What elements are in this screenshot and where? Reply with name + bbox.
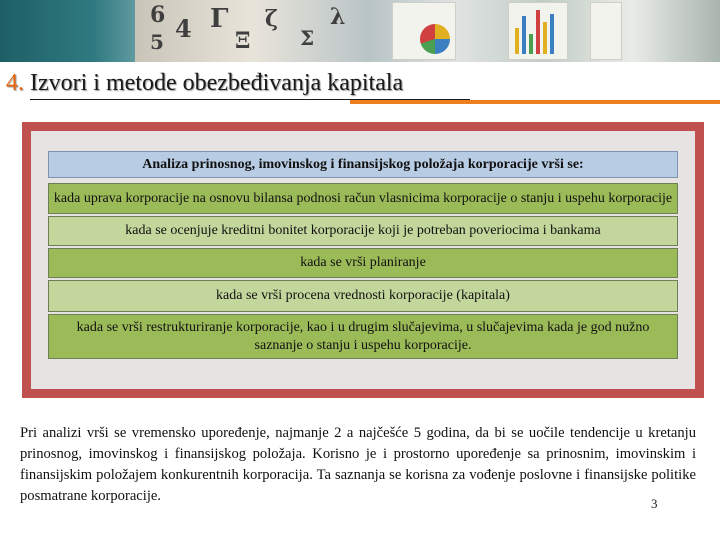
- box-item: kada se vrši planiranje: [48, 248, 678, 278]
- content-frame: [22, 122, 704, 398]
- box-item: kada se ocenjuje kreditni bonitet korporacije koji je potreban poveriocima i bankama: [48, 216, 678, 246]
- content-panel: [31, 131, 695, 389]
- title-number: 4.: [6, 70, 24, 96]
- box-item: kada se vrši procena vrednosti korporacije (kapitala): [48, 280, 678, 312]
- banner-pie-chart: [420, 24, 450, 54]
- title-text: Izvori i metode obezbeđivanja kapitala: [30, 70, 404, 96]
- box-item: kada uprava korporacije na osnovu bilansa podnosi račun vlasnicima korporacije o stanju i uspehu korporacije: [48, 183, 678, 214]
- header-banner-image: 6 5 4 Γ Ξ ζ Σ λ: [0, 0, 720, 62]
- page-title: [6, 70, 403, 97]
- banner-teal-block: [0, 0, 135, 62]
- accent-line: [350, 100, 720, 104]
- page-number: 3: [651, 496, 658, 511]
- body-paragraph: Pri analizi vrši se vremensko upoređenje, najmanje 2 a najčešće 5 godina, da bi se uočile tendencije u kretanju prinosnog, imovinskog i finansijskog položaja. Korisno je i prostorno upoređenje sa prinosnim, imovinskim i finansijskim položajem konkurentnih korporacija. Ta saznanja se korisna za vođenje poslovne i finansijske politike posmatrane korporacije.: [20, 425, 696, 504]
- box-item: kada se vrši restrukturiranje korporacije, kao i u drugim slučajevima, u slučajevima kada je god nužno saznanje o stanju i uspehu korporacije.: [48, 314, 678, 359]
- box-heading: Analiza prinosnog, imovinskog i finansijskog položaja korporacije vrši se:: [48, 151, 678, 178]
